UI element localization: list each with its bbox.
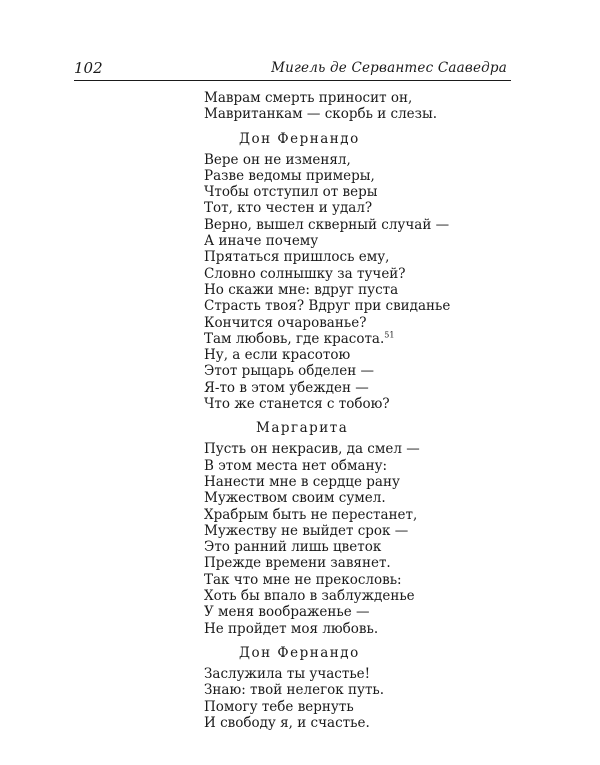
verse-line: Тот, кто честен и удал? — [204, 200, 373, 217]
verse-line: Маврам смерть приносит он, — [204, 90, 413, 106]
stanza-intro — [204, 90, 534, 123]
verse-line: Хоть бы впало в заблужденье — [204, 588, 415, 605]
header-rule — [74, 80, 511, 81]
verse-line: Этот рыцарь обделен — — [204, 363, 374, 380]
speaker-name: Дон Фернандо — [239, 644, 360, 661]
verse-line: И свободу я, и счастье. — [204, 714, 370, 731]
poem-text — [204, 90, 534, 731]
verse-line: Не пройдет моя любовь. — [204, 620, 379, 637]
verse-line: Прятаться пришлось ему, — [204, 249, 390, 266]
verse-line: Словно солнышку за тучей? — [204, 265, 406, 282]
footnote-marker: 51 — [384, 330, 395, 340]
verse-line: Прежде времени завянет. — [204, 555, 391, 572]
running-title: Мигель де Сервантес Сааведра — [271, 60, 507, 76]
verse-line: Мужеству не выйдет срок — — [204, 522, 409, 539]
verse-line: Чтобы отступил от веры — [204, 184, 378, 201]
verse-line: У меня воображенье — — [204, 604, 370, 621]
verse-line: Но скажи мне: вдруг пуста — [204, 281, 399, 298]
verse-line: Верно, вышел скверный случай — — [204, 216, 450, 233]
verse-line: Помогу тебе вернуть — [204, 698, 354, 715]
verse-line: Что же станется с тобою? — [204, 396, 390, 413]
page-header — [74, 58, 511, 78]
verse-line — [204, 331, 534, 347]
verse-line: Храбрым быть не перестанет, — [204, 506, 418, 523]
stanza-margarita — [204, 441, 534, 637]
verse-line: А иначе почему — [204, 233, 319, 250]
verse-line: Мавританкам — скорбь и слезы. — [204, 106, 438, 123]
verse-line: Разве ведомы примеры, — [204, 167, 375, 184]
stanza-fernando-1 — [204, 152, 534, 413]
verse-line: Так что мне не прекословь: — [204, 571, 402, 588]
verse-line: Кончится очарованье? — [204, 314, 367, 331]
verse-line: Знаю: твой нелегок путь. — [204, 682, 385, 699]
verse-line: В этом места нет обману: — [204, 457, 388, 474]
verse-line: Вере он не изменял, — [204, 151, 351, 168]
verse-text: Там любовь, где красота. — [204, 330, 385, 347]
verse-line: Я-то в этом убежден — — [204, 379, 369, 396]
speaker-name: Маргарита — [256, 420, 349, 437]
speaker-name: Дон Фернандо — [239, 130, 360, 147]
stanza-fernando-2 — [204, 666, 534, 731]
verse-line: Это ранний лишь цветок — [204, 539, 382, 556]
page-number: 102 — [74, 59, 103, 77]
verse-line: Нанести мне в сердце рану — [204, 473, 400, 490]
verse-line: Заслужила ты участье! — [204, 665, 371, 682]
verse-line: Пусть он некрасив, да смел — — [204, 441, 420, 458]
verse-line: Ну, а если красотою — [204, 347, 351, 364]
verse-line: Страсть твоя? Вдруг при свиданье — [204, 298, 451, 315]
verse-line: Мужеством своим сумел. — [204, 490, 386, 507]
